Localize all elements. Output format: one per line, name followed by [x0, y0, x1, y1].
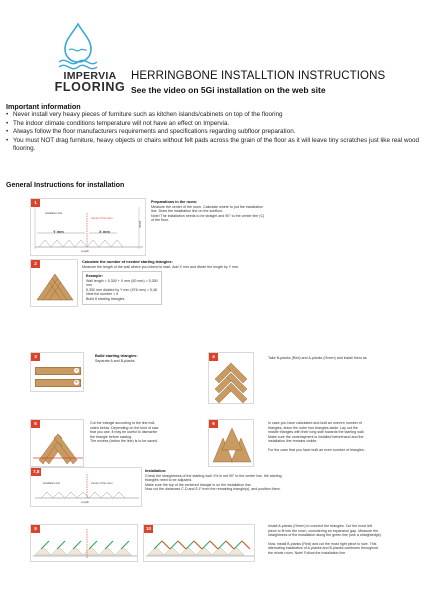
text-line: 5,350 mm divided by Y mm (976 mm) = 5,48: [86, 287, 157, 292]
text-line: line. Draw the installation line on the subfloor.: [151, 209, 224, 214]
center-label: Center of the room: [91, 217, 113, 220]
brand-logo: [54, 71, 126, 93]
install-row-diagram: [31, 525, 139, 563]
step-6-panel: [208, 419, 254, 467]
step-2-panel: [30, 259, 78, 307]
example-title: Example:: [86, 274, 103, 278]
step-5-panel: [30, 419, 84, 467]
step-2-title: Calculate the number of needed starting triangles:: [82, 260, 173, 264]
text-line: Now cut the distances C-D and E-F from the remaining triangle(s), and position them.: [145, 487, 281, 492]
step-4-panel: [208, 352, 254, 404]
text-line: Install A-planks (Green) to connect the triangles. Cut the most left: [268, 524, 372, 528]
text-line: the whole room. Note! Follow the installation line.: [268, 550, 347, 555]
step-number: 1: [31, 199, 40, 207]
text-line: Measure the length of the wall where you intend to start. Add X mm and divide the length by Y mm.: [82, 264, 240, 269]
text-line: Make sure the top of the centered triangle is on the installation line.: [145, 482, 252, 487]
text-line: cated below. Depending on the kind of saw: [90, 425, 159, 430]
step-7-8-panel: [30, 467, 142, 507]
step-3-text: [95, 354, 195, 363]
install-line-label: Installation line: [45, 212, 63, 215]
text-line: triangles need to be adjusted.: [145, 478, 193, 483]
important-heading: Important information: [6, 102, 81, 111]
step-number: 7,8: [33, 469, 40, 474]
list-item: • You must NOT drag furniture, heavy objects or chairs without felt pads across the grain of the floor as it will leave tiny scratches just like real wood flooring.: [6, 137, 422, 154]
water-drop-logo-icon: [56, 22, 100, 70]
step-number: 2: [31, 260, 40, 268]
starting-triangle-icon: [31, 260, 79, 308]
step-3-title: Build starting triangles:: [95, 354, 138, 358]
step-number: 3: [31, 353, 40, 361]
text-line: In case you have calculated and built an uneven number of: [268, 421, 362, 425]
text-line: triangles, leave the outer two triangles aside. Lay out the: [268, 425, 358, 430]
text-line: Build 6 starting triangles.: [86, 296, 126, 301]
text-line: the triangle before sawing.: [90, 434, 133, 439]
plank-a-label: A: [75, 369, 78, 372]
text-line: straightness of the installation along the green line (use a straightedge).: [268, 533, 382, 538]
text-line: middle triangles with their long side towards the starting wall.: [268, 430, 365, 435]
step-4-text: [268, 356, 418, 361]
step-number: 10: [146, 526, 152, 531]
plank-b-label: B: [75, 381, 78, 384]
logo-line1: IMPERVIA: [63, 70, 117, 82]
step-1-title: Preparations in the room:: [151, 200, 198, 204]
length-label: Length: [81, 501, 89, 504]
text-line: installation line remains visible.: [268, 439, 318, 444]
step-10-panel: [143, 524, 255, 562]
step-3-panel: [30, 352, 84, 392]
step-number: 9: [31, 525, 40, 533]
text-line: that you use, it may be useful to dismantle: [90, 430, 158, 435]
step-1-text: [151, 200, 351, 223]
text-line: The excess (below the line) is to be saved.: [90, 439, 158, 444]
step-1-panel: [30, 198, 146, 256]
text-line: Make sure the underlayment is installed beforehand and the: [268, 434, 364, 439]
text-line: alternating installation of A-planks and B-planks continues throughout: [268, 546, 379, 551]
important-list: [6, 111, 422, 154]
step-10-text: [268, 524, 418, 556]
list-item: • Never install very heavy pieces of furniture such as kitchen islands/cabinets on top of the flooring: [6, 111, 422, 120]
center-label: Center of the room: [91, 482, 113, 485]
text-line: piece to fit into the room, considering an expansion gap. Measure the: [268, 528, 379, 533]
header: [0, 0, 425, 100]
step-number: 6: [209, 420, 218, 428]
y-label: Y mm: [53, 229, 64, 234]
example-box: [82, 271, 162, 305]
step-number: 4: [209, 353, 218, 361]
page-subtitle: See the video on 5Gi installation on the web site: [131, 85, 326, 95]
page-title: HERRINGBONE INSTALLTION INSTRUCTIONS: [131, 70, 386, 82]
text-line: Wall length = 5,300 + X mm (50 mm) = 5,350 mm: [86, 278, 158, 288]
text-line: Check the straightness of the starting wall. If it is not 90° to the center line, the starting: [145, 473, 282, 478]
text-line: Next full number = 6: [86, 292, 119, 297]
text-line: of the floor.: [151, 218, 169, 223]
step-6-text: [268, 421, 420, 453]
text-line: Cut the triangle according to the line indi-: [90, 421, 156, 425]
text-line: For the case that you have built an even number of triangles,: [268, 447, 365, 452]
step-9-panel: [30, 524, 138, 562]
step-7-8-text: [145, 469, 385, 492]
text-line: Separate A and B-planks: [95, 358, 135, 363]
step-2-text: [82, 260, 342, 269]
herringbone-pattern-icon: [209, 353, 255, 405]
install-line-label: Installation line: [43, 482, 61, 485]
general-heading: General Instructions for installation: [6, 182, 125, 189]
step-number: 5: [31, 420, 40, 428]
room-diagram: [31, 199, 147, 257]
list-item: • Always follow the floor manufacturers requirements and specifications regarding subfloor preparation.: [6, 128, 422, 137]
install-row-alternate-diagram: [144, 525, 256, 563]
length-label: Length: [81, 250, 89, 253]
cut-triangle-icon: [31, 420, 85, 468]
text-line: Now, install B-planks (Red) and cut the most right piece to size. This: [268, 541, 377, 546]
text-line: Take B-planks (Red) and A-planks (Green) and install them as: [268, 356, 367, 360]
step-7-8-title: Installation:: [145, 469, 167, 473]
layout-triangles-icon: [209, 420, 255, 468]
step-5-text: [90, 421, 200, 444]
list-item: • The indoor climate conditions temperature will not have an effect on Impervia.: [6, 120, 422, 129]
text-line: Measure the center of the room. Calculate where to put the installation: [151, 204, 263, 209]
width-label: Width: [138, 221, 141, 228]
logo-line2: FLOORING: [54, 80, 126, 94]
text-line: Note! The installation needs to be straight and 90° to the center line (C): [151, 213, 265, 218]
x-label: X mm: [99, 229, 110, 234]
